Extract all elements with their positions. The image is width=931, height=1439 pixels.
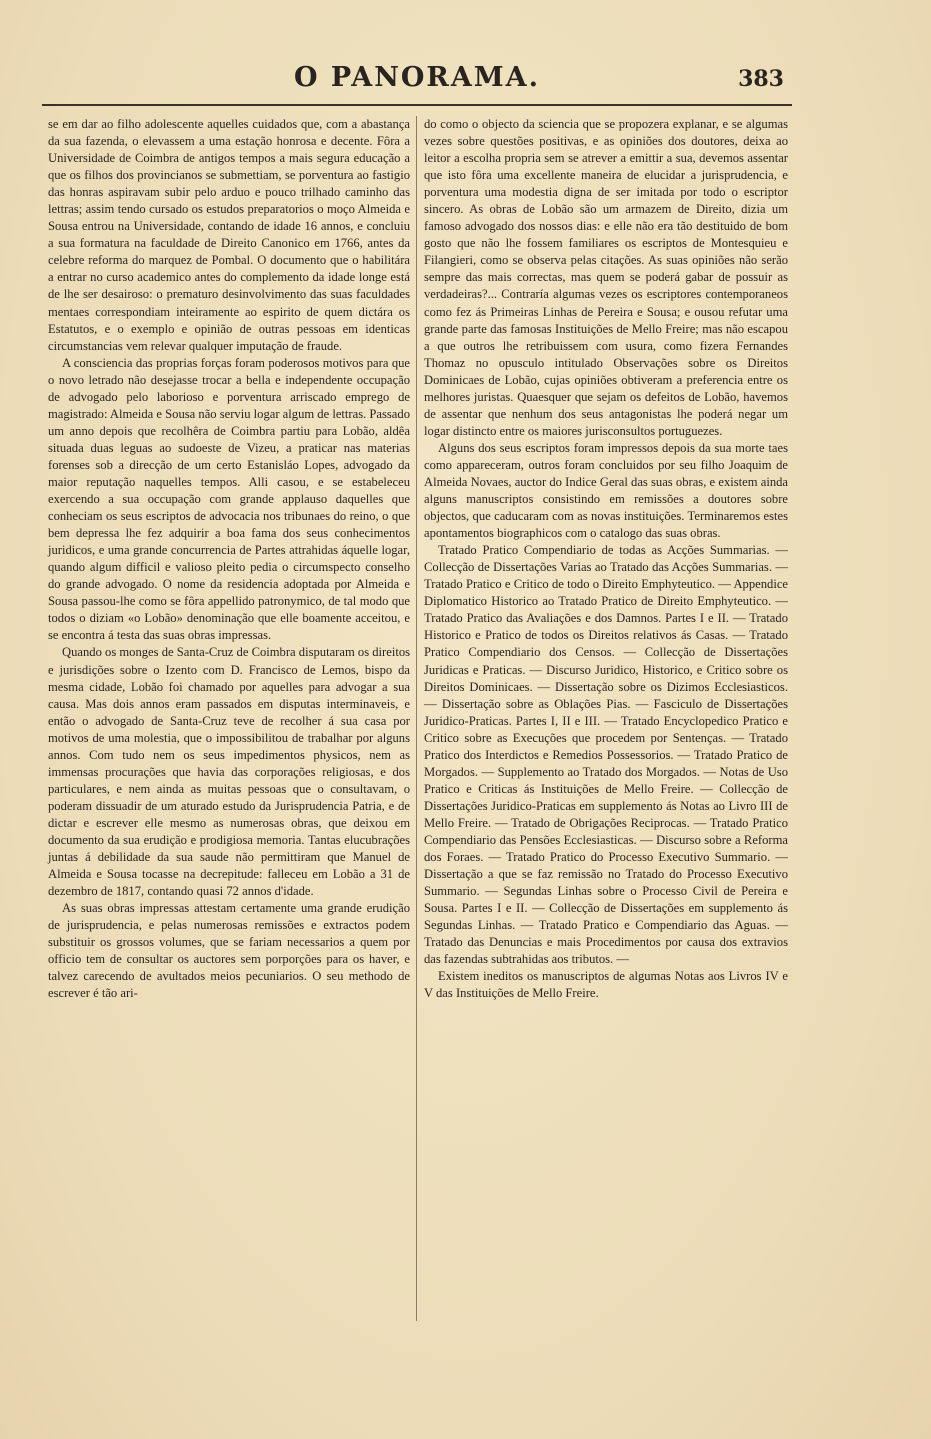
paragraph: As suas obras impressas attestam certamente uma grande erudição de jurisprudencia, e pelas numerosas remissões e extractos podem substituir os grossos volumes, que se fariam necessarios a quem por officio tem de consultar os auctores sem porporções para os haver, e talvez carecendo de avultados meios pecuniarios. O seu methodo de escrever é tão ari- [48,901,410,1001]
paragraph: Quando os monges de Santa-Cruz de Coimbra disputaram os direitos e jurisdições sobre o Izento com D. Francisco de Lemos, bispo da mesma cidade, Lobão foi chamado por aquelles para advogar a sua causa. Mas dois annos eram passados em disputas interminaveis, e então o advogado de Santa-Cruz teve de recolher á sua casa por motivos de uma molestia, que o impossibilitou de trabalhar por alguns annos. Com tudo nem os seus impedimentos physicos, nem as immensas procurações que havia das corporações religiosas, e dos particulares, e nem ainda as muitas pessoas que o consultavam, o poderam dissuadir de um aturado estudo da Jurisprudencia Patria, e de dictar e escrever elle mesmo as numerosas obras, que deixou em documento da sua erudição e prodigiosa memoria. Tantas elucubrações juntas á debilidade da sua saude não permittiram que Manuel de Almeida e Sousa tocasse na decrepitude: falleceu em Lobão a 31 de dezembro de 1817, contando quasi 72 annos d'idade. [48,645,411,899]
header-rule [42,104,792,106]
page-number: 383 [738,66,784,92]
paragraph: se em dar ao filho adolescente aquelles cuidados que, com a abastança da sua fazenda, o elevassem a uma estação honrosa e decente. Fôra a Universidade de Coimbra de antigos tempos a mais segura educação a que os filhos dos provincianos se submettiam, se porventura ao fastigio das honras aspiravam subir pelo arduo e pouco trilhado caminho das lettras; assim tendo cursado os estudos preparatorios o moço Almeida e Sousa entrou na Universidade, contando de idade 16 annos, e concluiu a sua formatura na faculdade de Direito Canonico em 1766, antes da celebre reforma do marquez de Pombal. O documento que o habilitára a entrar no curso academico antes do complemento da idade longe está de lhe ser desairoso: o prematuro desinvolvimento das suas faculdades mentaes correspondiam inteiramente ao espirito de quem dictára os Estatutos, e o exemplo e opinião de outras pessoas em identicas circumstancias vem relevar qualquer imputação de fraude. [48,117,410,353]
paragraph: Existem ineditos os manuscriptos de algumas Notas aos Livros IV e V das Instituições de Mello Freire. [424,969,788,1001]
page-title: O PANORAMA. [293,62,541,93]
right-column [424,116,788,1002]
paragraph: A consciencia das proprias forças foram poderosos motivos para que o novo letrado não desejasse trocar a bella e independente occupação de advogado pelo laborioso e porventura arriscado emprego de magistrado: Almeida e Sousa não serviu logar algum de lettras. Passado um anno depois que recolhêra de Coimbra partiu para Lobão, aldêa situada duas leguas ao sudoeste de Vizeu, a praticar nas materias forenses sob a direcção de um certo Estanisláo Lopes, advogado da maior reputação naquelles tempos. Alli casou, e se estabeleceu exercendo a sua occupação com grande applauso daquelles que conheciam os seus escriptos de advocacia nos tribunaes do reino, o que bem depressa lhe fez adquirir a boa fama dos seus conhecimentos juridicos, e uma grande concurrencia de Partes attrahidas áquelle logar, quando algum difficil e valioso pleito pedia o circumspecto conselho do grande advogado. O nome da residencia adoptada por Almeida e Sousa passou-lhe como se fôra appellido patronymico, de tal modo que todos o diziam «o Lobão» denominação que elle boamente acceitou, e se encontra á testa das suas obras impressas. [48,355,410,643]
page-header [42,58,792,96]
left-column [48,116,410,1002]
paragraph: Tratado Pratico Compendiario de todas as Acções Summarias. — Collecção de Dissertações Varias ao Tratado das Acções Summarias. — Tratado Pratico e Critico de todo o Direito Emphyteutico. — Appendice Diplomatico Historico ao Tratado Pratico de Direito Emphyteutico. — Tratado Pratico das Avaliações e dos Damnos. Partes I e II. — Tratado Historico e Pratico de todos os Direitos relativos ás Casas. — Tratado Pratico Compendiario dos Censos. — Collecção de Dissertações Juridicas e Praticas. — Discurso Juridico, Historico, e Critico sobre os Direitos Dominicaes. — Dissertação sobre os Dizimos Ecclesiasticos. — Dissertação sobre as Oblações Pias. — Fasciculo de Dissertações Juridico-Praticas. Partes I, II e III. — Tratado Encyclopedico Pratico e Critico sobre as Execuções que procedem por Sentenças. — Tratado Pratico dos Interdictos e Remedios Possessorios. — Tratado Pratico de Morgados. — Supplemento ao Tratado dos Morgados. — Notas de Uso Pratico e Criticas ás Instituições de Mello Freire. — Collecção de Dissertações Juridico-Praticas em supplemento ás Notas ao Livro III de Mello Freire. — Tratado de Obrigações Reciprocas. — Tratado Pratico Compendiario das Pensões Ecclesiasticas. — Discurso sobre a Reforma dos Foraes. — Tratado Pratico do Processo Executivo Summario. — Dissertação a que se faz remissão no Tratado do Processo Executivo Summario. — Segundas Linhas sobre o Processo Civil de Pereira e Sousa. Partes I e II. — Collecção de Dissertações em supplemento ás Segundas Linhas. — Tratado Pratico e Compendiario das Aguas. — Tratado das Denuncias e mais Procedimentos por causa dos extravios das fazendas subtrahidas aos tributos. — [424,543,788,967]
column-divider [416,116,417,1321]
paragraph: do como o objecto da sciencia que se propozera explanar, e se algumas vezes sobre questões positivas, e as opiniões dos doutores, deixa ao leitor a escolha propria sem se atrever a emittir a sua, devemos assentar que isto fôra uma excellente maneira de elucidar a jurisprudencia, e porventura uma modestia digna de ser imitada por todo o escriptor sincero. As obras de Lobão são um armazem de Direito, dizia um famoso advogado dos nossos dias: e elle não era tão destituido de bom gosto que não lhe fossem familiares os escriptos de Montesquieu e Filangieri, como se observa pelas citações. As suas opiniões não serão sempre das mais correctas, mas quem se poderá gabar de possuir as verdadeiras?... Contraría algumas vezes os escriptores contemporaneos como fez ás Primeiras Linhas de Pereira e Sousa; e ousou refutar uma grande parte das famosas Instituições de Mello Freire; mas não escapou a que outros lhe retribuissem com usura, como fizera Fernandes Thomaz no opusculo intitulado Observações sobre os Direitos Dominicaes de Lobão, cujas opiniões obtiveram a preferencia entre os melhores juristas. Quaesquer que sejam os defeitos de Lobão, havemos de assentar que nenhum dos seus antagonistas lhe poderá negar um logar distincto entre os maiores jurisconsultos portuguezes. [424,117,788,438]
paragraph: Alguns dos seus escriptos foram impressos depois da sua morte taes como appareceram, outros foram concluidos por seu filho Joaquim de Almeida Novaes, auctor do Indice Geral das suas obras, e existem ainda alguns manuscriptos consistindo em remissões a doutores sobre objectos, que caducaram com as novas instituições. Terminaremos estes apontamentos biographicos com o catalogo das suas obras. [424,440,788,541]
